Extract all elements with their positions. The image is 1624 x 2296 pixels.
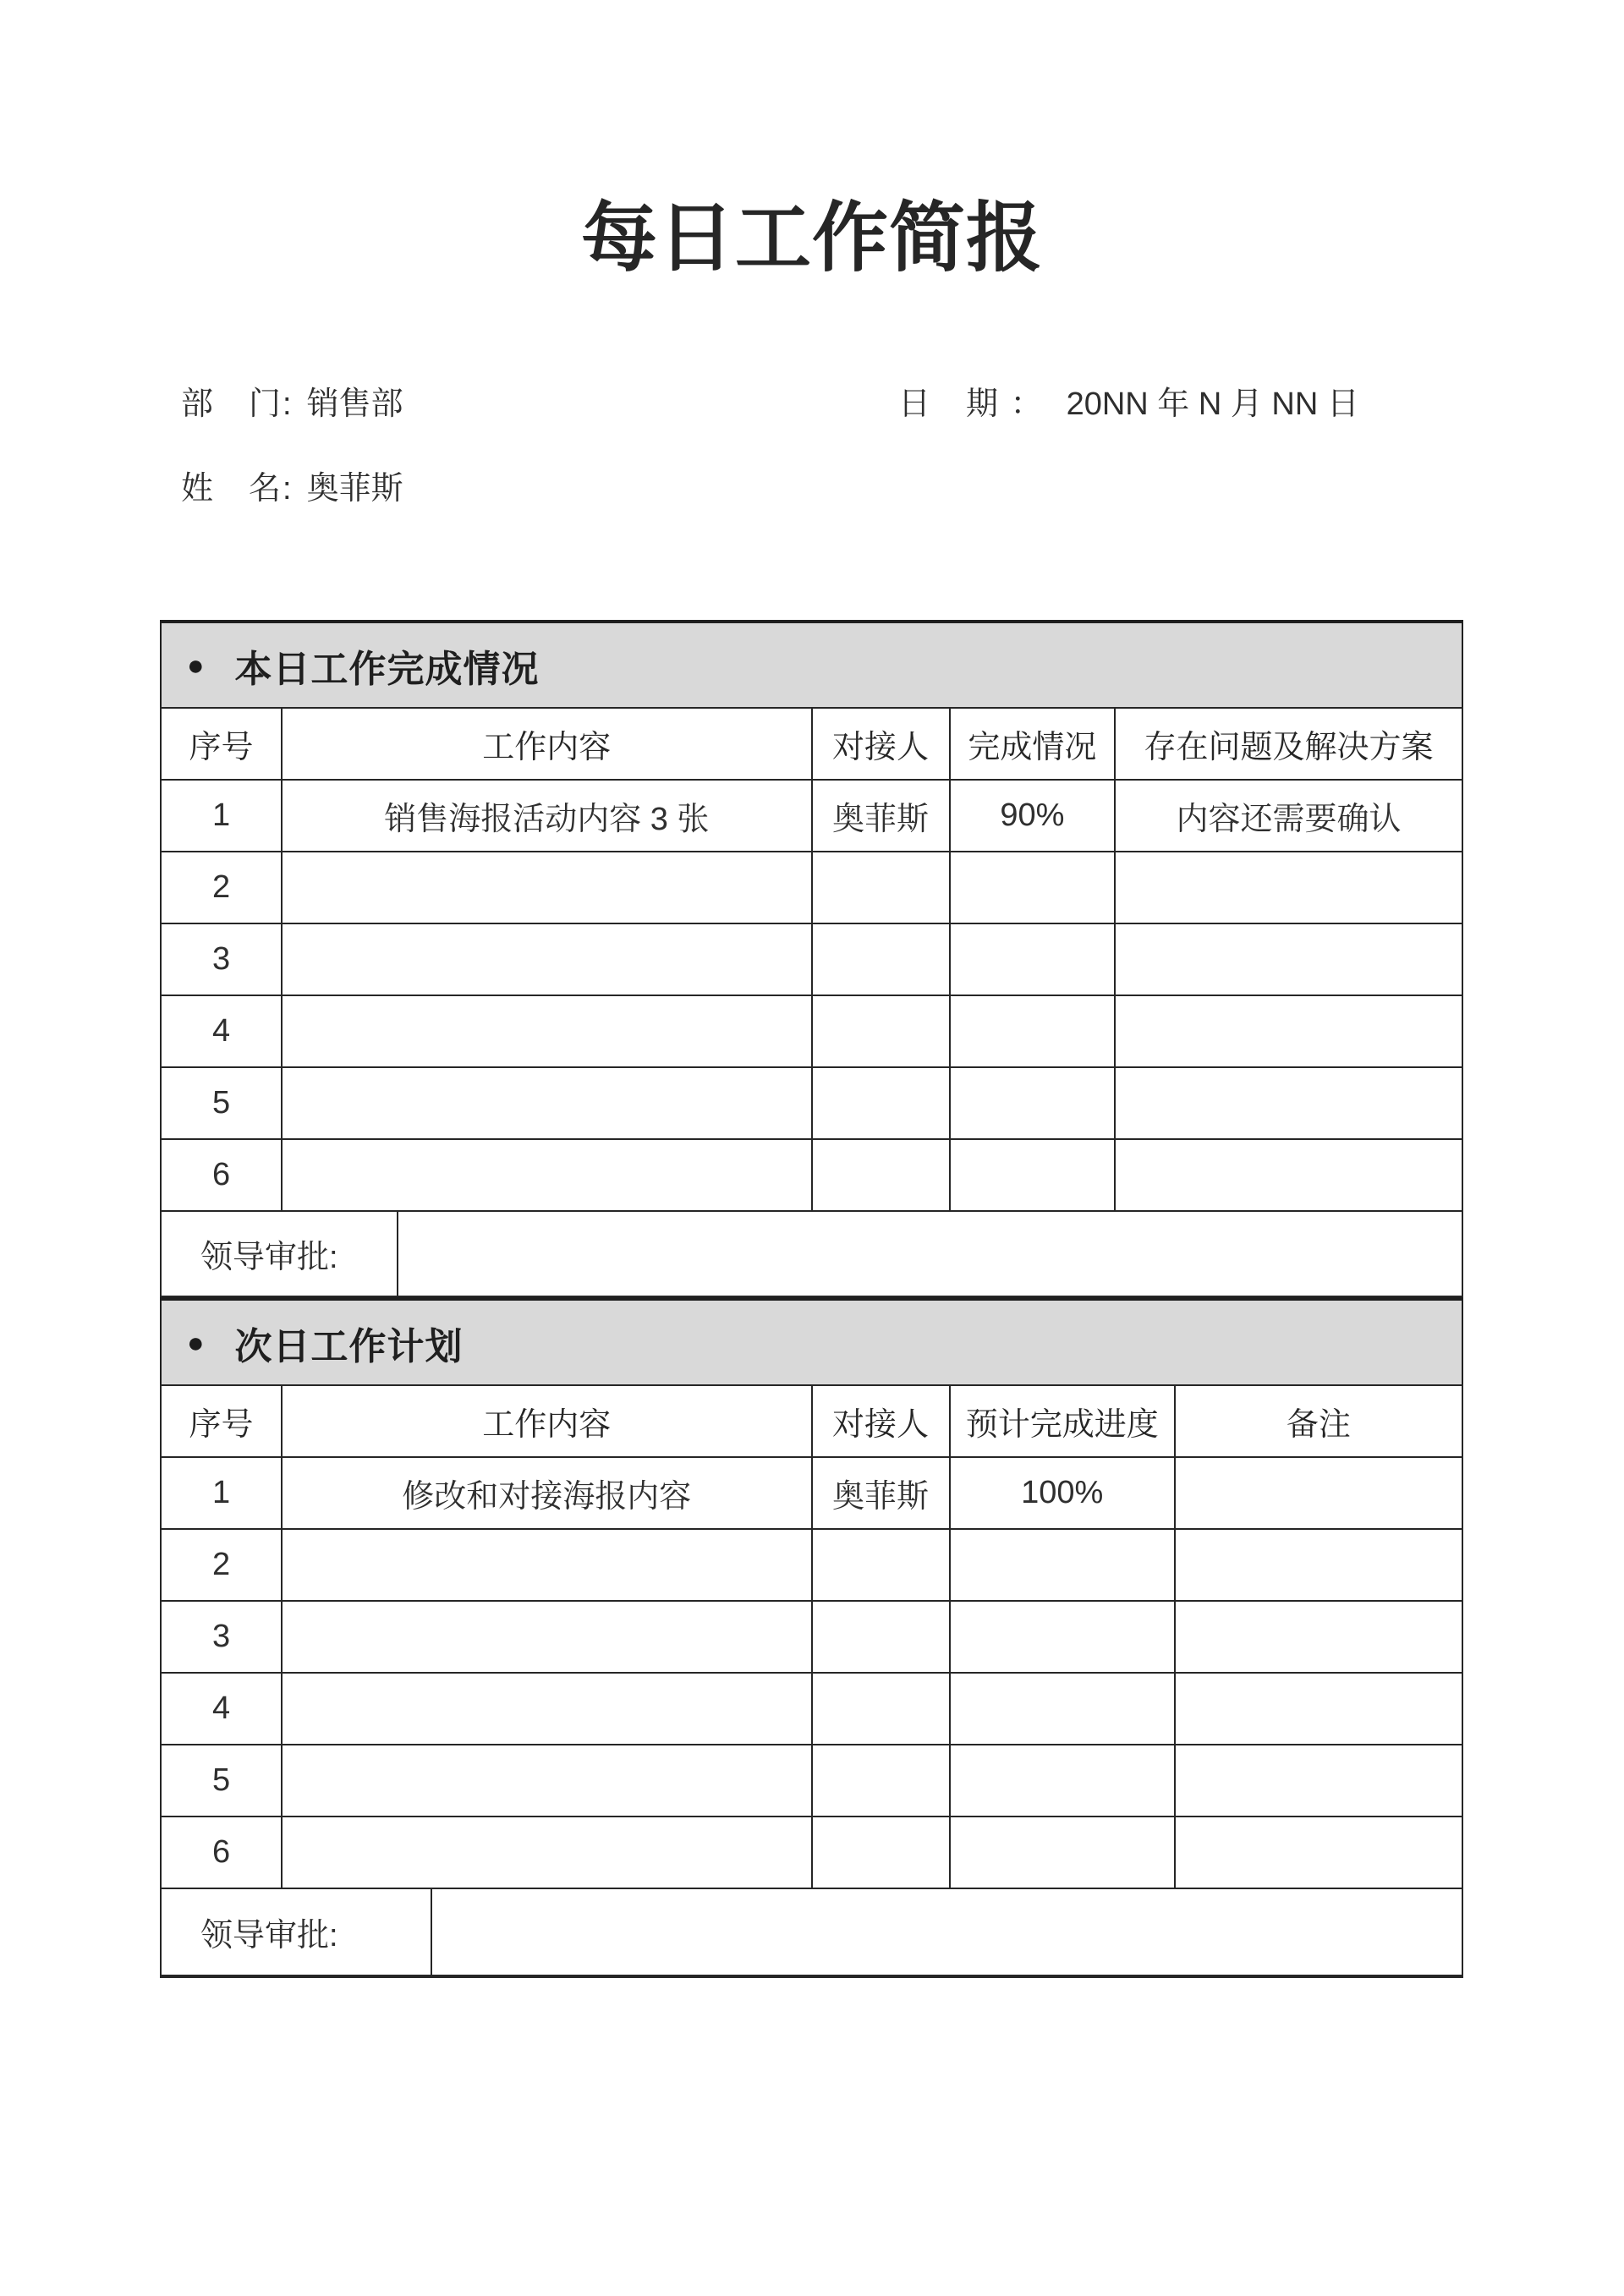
approval-label-cell	[162, 1889, 432, 1975]
cell-contact[interactable]	[812, 1817, 950, 1888]
column-header-content: 工作内容	[282, 708, 811, 780]
column-header-progress: 预计完成进度	[950, 1385, 1175, 1457]
approval-label: 领导审批:	[200, 1918, 338, 1954]
cell-seq: 3	[161, 923, 282, 995]
department-label: 部 门:	[181, 386, 294, 422]
tomorrow-plan-table	[160, 1384, 1463, 1889]
cell-content[interactable]	[282, 1673, 811, 1745]
column-header-seq: 序号	[161, 708, 282, 780]
approval-label: 领导审批:	[200, 1240, 338, 1275]
cell-seq: 1	[161, 1457, 282, 1529]
cell-contact[interactable]	[812, 1601, 950, 1673]
table-row	[161, 923, 1462, 995]
cell-remarks[interactable]	[1175, 1601, 1462, 1673]
date-field	[898, 382, 1359, 426]
cell-remarks[interactable]	[1175, 1817, 1462, 1888]
cell-seq: 4	[161, 1673, 282, 1745]
column-header-seq: 序号	[161, 1385, 282, 1457]
cell-completion[interactable]	[950, 1067, 1115, 1139]
cell-progress[interactable]	[950, 1601, 1175, 1673]
cell-seq: 4	[161, 995, 282, 1067]
approval-signature-area[interactable]	[398, 1212, 1462, 1296]
cell-completion[interactable]: 90%	[950, 780, 1115, 852]
cell-issues[interactable]	[1115, 995, 1462, 1067]
table-row	[161, 1067, 1462, 1139]
cell-progress[interactable]	[950, 1817, 1175, 1888]
cell-content[interactable]	[282, 1601, 811, 1673]
cell-seq: 5	[161, 1067, 282, 1139]
department-value[interactable]: 销售部	[306, 386, 403, 422]
cell-content[interactable]	[282, 1529, 811, 1601]
cell-seq: 6	[161, 1817, 282, 1888]
name-label: 姓 名:	[181, 471, 294, 507]
bullet-icon: ●	[187, 1326, 205, 1359]
table-header-row	[161, 708, 1462, 780]
cell-content[interactable]	[282, 1745, 811, 1817]
cell-seq: 5	[161, 1745, 282, 1817]
cell-progress[interactable]	[950, 1745, 1175, 1817]
cell-content[interactable]	[282, 1817, 811, 1888]
cell-issues[interactable]	[1115, 1067, 1462, 1139]
cell-contact[interactable]: 奥菲斯	[812, 1457, 950, 1529]
department-field	[181, 382, 403, 426]
name-field	[181, 467, 403, 511]
column-header-contact: 对接人	[812, 708, 950, 780]
table-header-row	[161, 1385, 1462, 1457]
cell-issues[interactable]	[1115, 1139, 1462, 1211]
cell-completion[interactable]	[950, 852, 1115, 923]
cell-contact[interactable]	[812, 1673, 950, 1745]
cell-remarks[interactable]	[1175, 1457, 1462, 1529]
cell-issues[interactable]	[1115, 852, 1462, 923]
table-row	[161, 1817, 1462, 1888]
approval-signature-area[interactable]	[432, 1889, 1462, 1975]
table-row	[161, 1745, 1462, 1817]
approval-row-tomorrow	[160, 1889, 1463, 1978]
approval-label-cell	[162, 1212, 398, 1296]
cell-contact[interactable]	[812, 1745, 950, 1817]
today-work-table	[160, 707, 1463, 1212]
column-header-remarks: 备注	[1175, 1385, 1462, 1457]
page-title: 每日工作简报	[581, 196, 1043, 281]
cell-content[interactable]: 销售海报活动内容 3 张	[282, 780, 811, 852]
table-row	[161, 1139, 1462, 1211]
cell-issues[interactable]	[1115, 923, 1462, 995]
cell-progress[interactable]: 100%	[950, 1457, 1175, 1529]
table-row	[161, 995, 1462, 1067]
column-header-completion: 完成情况	[950, 708, 1115, 780]
cell-content[interactable]	[282, 1067, 811, 1139]
cell-seq: 3	[161, 1601, 282, 1673]
cell-completion[interactable]	[950, 1139, 1115, 1211]
cell-completion[interactable]	[950, 995, 1115, 1067]
cell-remarks[interactable]	[1175, 1745, 1462, 1817]
cell-contact[interactable]	[812, 995, 950, 1067]
section-title-today: 本日工作完成情况	[234, 648, 540, 690]
cell-contact[interactable]	[812, 923, 950, 995]
cell-content[interactable]	[282, 995, 811, 1067]
cell-contact[interactable]	[812, 1067, 950, 1139]
cell-contact[interactable]	[812, 1529, 950, 1601]
table-row	[161, 852, 1462, 923]
cell-seq: 1	[161, 780, 282, 852]
cell-content[interactable]	[282, 923, 811, 995]
section-header-today	[160, 620, 1463, 707]
cell-seq: 2	[161, 852, 282, 923]
cell-contact[interactable]	[812, 852, 950, 923]
cell-contact[interactable]: 奥菲斯	[812, 780, 950, 852]
name-value[interactable]: 奥菲斯	[306, 471, 403, 507]
cell-seq: 6	[161, 1139, 282, 1211]
cell-issues[interactable]: 内容还需要确认	[1115, 780, 1462, 852]
date-value[interactable]: 20NN 年 N 月 NN 日	[1066, 386, 1359, 422]
table-row	[161, 1529, 1462, 1601]
section-header-tomorrow	[160, 1297, 1463, 1384]
cell-content[interactable]	[282, 1139, 811, 1211]
cell-seq: 2	[161, 1529, 282, 1601]
column-header-contact: 对接人	[812, 1385, 950, 1457]
cell-remarks[interactable]	[1175, 1529, 1462, 1601]
report-body	[160, 620, 1463, 1978]
date-label: 日 期 ：	[898, 386, 1045, 422]
cell-contact[interactable]	[812, 1139, 950, 1211]
section-title-tomorrow: 次日工作计划	[234, 1325, 464, 1367]
cell-completion[interactable]	[950, 923, 1115, 995]
cell-content[interactable]: 修改和对接海报内容	[282, 1457, 811, 1529]
cell-content[interactable]	[282, 852, 811, 923]
column-header-content: 工作内容	[282, 1385, 811, 1457]
table-row	[161, 1457, 1462, 1529]
bullet-icon: ●	[187, 649, 205, 682]
table-row	[161, 1673, 1462, 1745]
cell-progress[interactable]	[950, 1673, 1175, 1745]
cell-progress[interactable]	[950, 1529, 1175, 1601]
cell-remarks[interactable]	[1175, 1673, 1462, 1745]
table-row	[161, 1601, 1462, 1673]
approval-row-today	[160, 1212, 1463, 1297]
column-header-issues: 存在问题及解决方案	[1115, 708, 1462, 780]
table-row	[161, 780, 1462, 852]
